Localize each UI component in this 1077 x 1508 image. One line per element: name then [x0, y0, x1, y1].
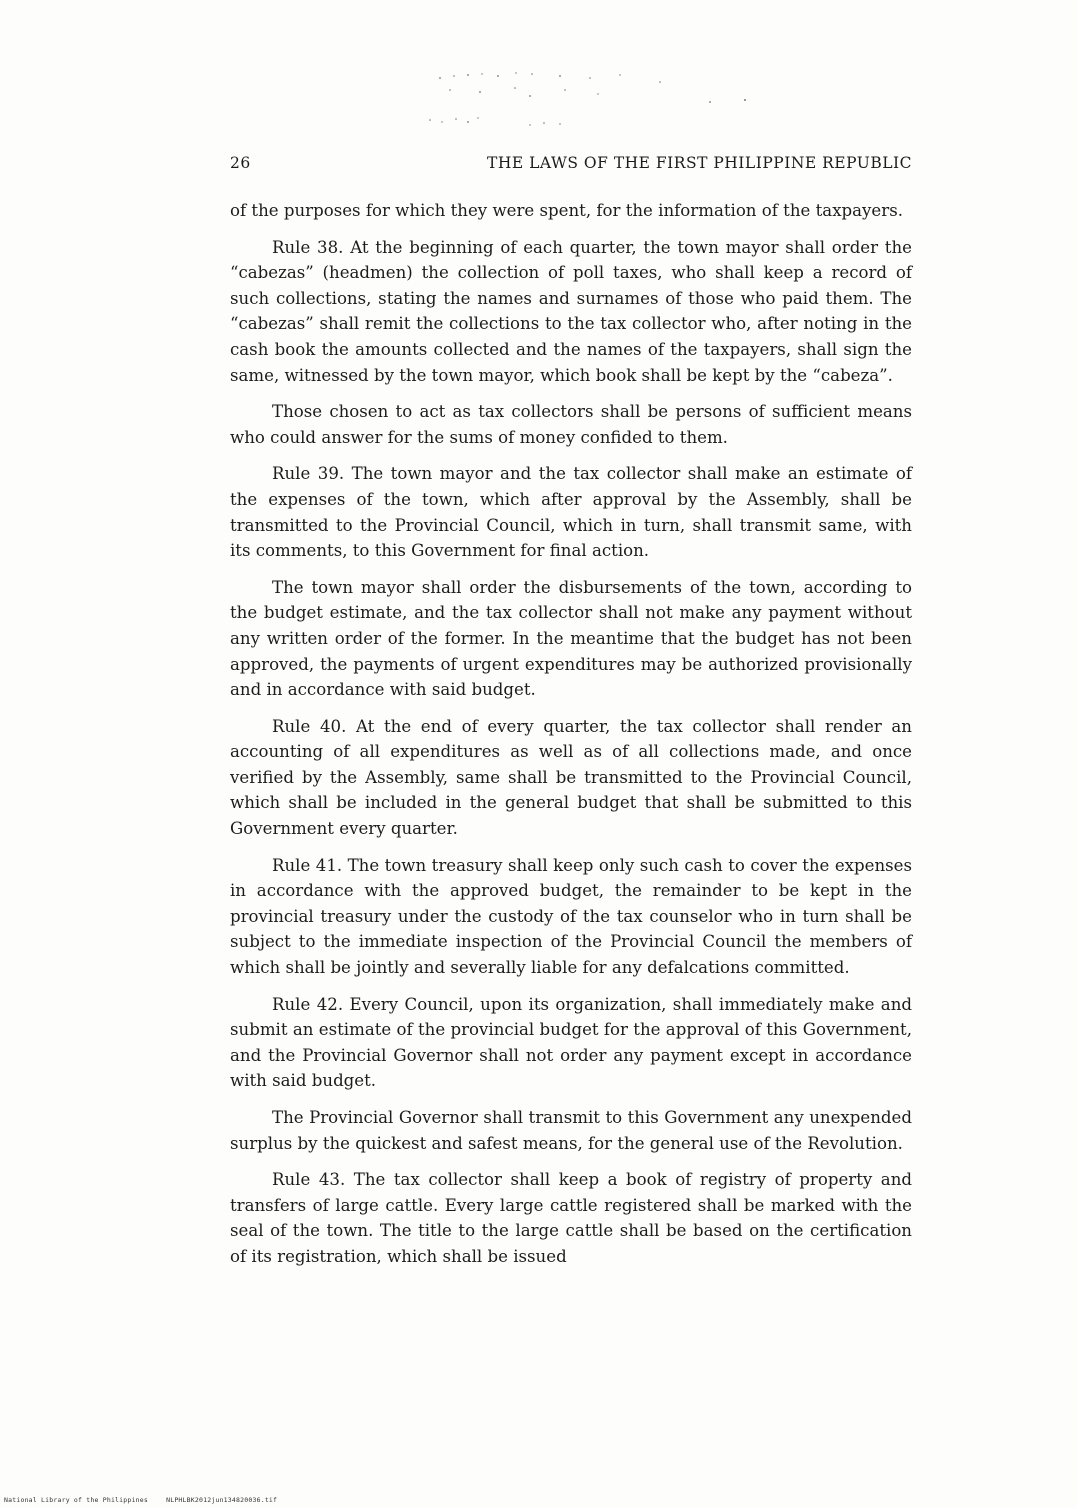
book-title-header: THE LAWS OF THE FIRST PHILIPPINE REPUBLIC: [487, 154, 912, 172]
library-credit: National Library of the Philippines: [4, 1496, 148, 1504]
file-identifier: NLPHLBK2012jun134820036.tif: [166, 1496, 278, 1504]
body-text: [230, 198, 912, 1281]
paragraph-surplus: The Provincial Governor shall transmit to this Government any unexpended surplus by the quickest and safest means, for the general use of the Revolution.: [230, 1108, 912, 1153]
paragraph-rule-39: Rule 39. The town mayor and the tax collector shall make an estimate of the expenses of the town, which after approval by the Assembly, shall be transmitted to the Provincial Council, which in turn, shall transmit same, with its comments, to this Government for final action.: [230, 464, 912, 561]
paragraph-disbursements: The town mayor shall order the disbursements of the town, according to the budget estimate, and the tax collector shall not make any payment without any written order of the former. In the meantime that the budget has not been approved, the payments of urgent expenditures may be authorized provisionally and in accordance with said budget.: [230, 577, 912, 700]
scan-specks-decoration: [420, 70, 780, 140]
paragraph-continuation: of the purposes for which they were spent, for the information of the taxpayers.: [230, 201, 903, 220]
paragraph-rule-42: Rule 42. Every Council, upon its organization, shall immediately make and submit an estimate of the provincial budget for the approval of this Government, and the Provincial Governor shall not order any payment except in accordance with said budget.: [230, 994, 912, 1091]
paragraph-rule-43: Rule 43. The tax collector shall keep a book of registry of property and transfers of large cattle. Every large cattle registered shall be marked with the seal of the town. The title to the large cattle shall be based on the certification of its registration, which shall be issued: [230, 1170, 912, 1266]
paragraph-rule-41: Rule 41. The town treasury shall keep only such cash to cover the expenses in accordance with the approved budget, the remainder to be kept in the provincial treasury under the custody of the tax counselor who in turn shall be subject to the immediate inspection of the Provincial Council the members of which shall be jointly and severally liable for any defalcations committed.: [230, 855, 912, 978]
running-header: [230, 150, 912, 174]
scan-footer: [4, 1496, 291, 1504]
paragraph-tax-collectors: Those chosen to act as tax collectors shall be persons of sufficient means who could answer for the sums of money confided to them.: [230, 402, 912, 447]
paragraph-rule-38: Rule 38. At the beginning of each quarter, the town mayor shall order the “cabezas” (headmen) the collection of poll taxes, who shall keep a record of such collections, stating the names and surnames of those who paid them. The “cabezas” shall remit the collections to the tax collector who, after noting in the cash book the amounts collected and the names of the taxpayers, shall sign the same, witnessed by the town mayor, which book shall be kept by the “cabeza”.: [230, 237, 912, 385]
paragraph-rule-40: Rule 40. At the end of every quarter, the tax collector shall render an accounting of all expenditures as well as of all collections made, and once verified by the Assembly, same shall be transmitted to the Provincial Council, which shall be included in the general budget that shall be submitted to this Government every quarter.: [230, 716, 912, 839]
page-number: 26: [230, 154, 251, 172]
